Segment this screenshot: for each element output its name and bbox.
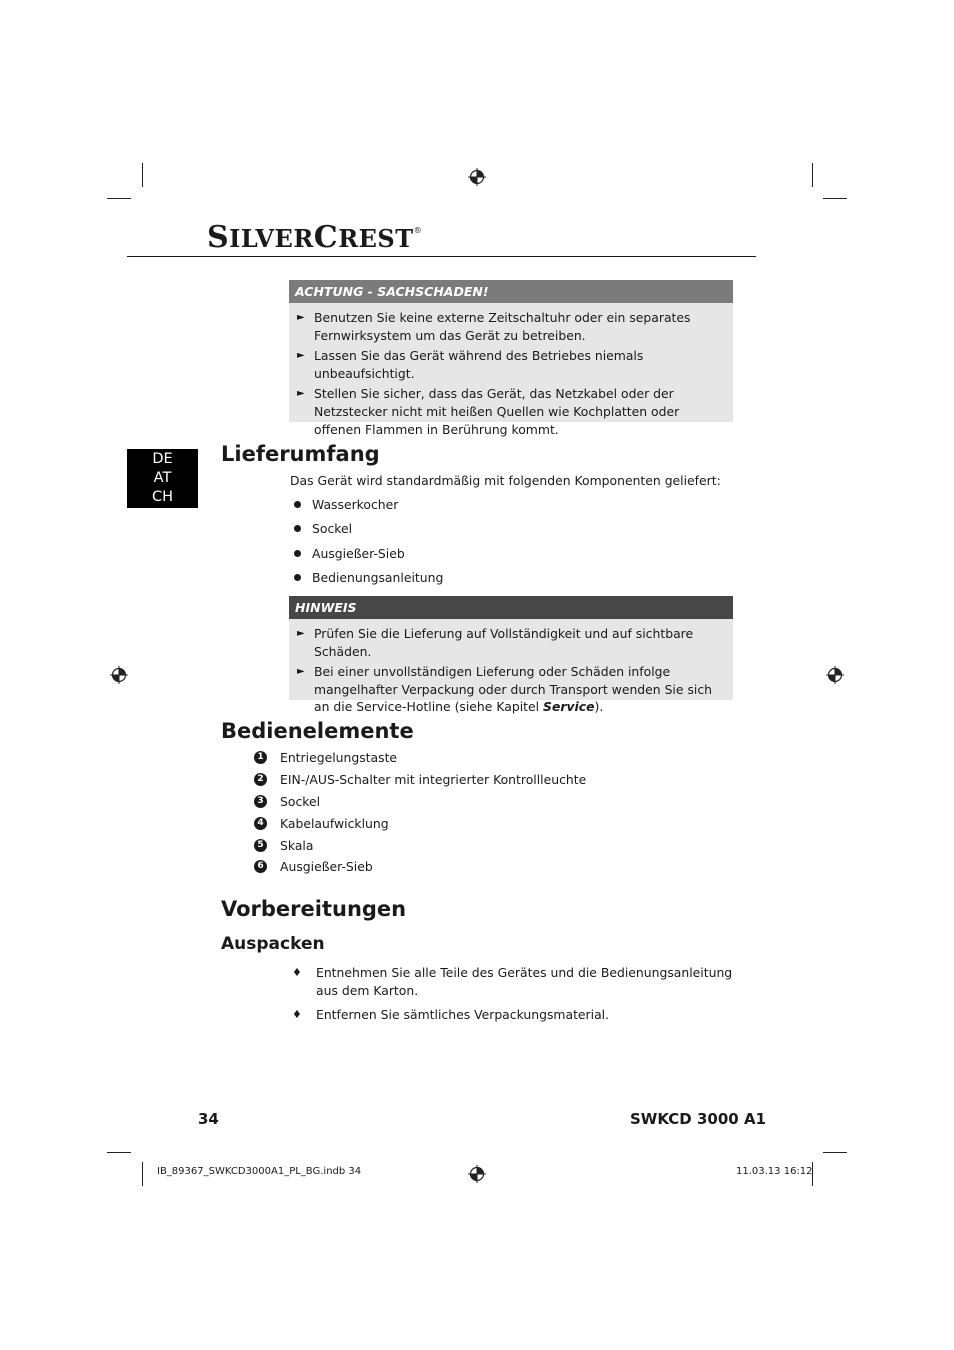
- heading-auspacken: Auspacken: [221, 934, 325, 954]
- crop-mark: [823, 1152, 847, 1153]
- silvercrest-logo: SILVERCREST®: [207, 220, 423, 255]
- registration-mark-icon: [468, 1165, 486, 1183]
- caution-item: ► Lassen Sie das Gerät während des Betriebes niemals unbeaufsichtigt.: [297, 348, 644, 381]
- list-item: 3 Sockel: [254, 794, 586, 816]
- bullet-dot-icon: [294, 550, 301, 557]
- crop-mark: [142, 1162, 143, 1186]
- arrow-bullet-icon: ►: [297, 388, 305, 400]
- print-slug-file: IB_89367_SWKCD3000A1_PL_BG.indb 34: [157, 1166, 362, 1177]
- hinweis-list: [289, 619, 733, 725]
- arrow-bullet-icon: ►: [297, 350, 305, 362]
- registration-mark-icon: [826, 666, 844, 684]
- model-name: SWKCD 3000 A1: [630, 1110, 766, 1128]
- registration-mark-icon: [468, 168, 486, 186]
- list-item: 2 EIN-/AUS-Schalter mit integrierter Kontrollleuchte: [254, 772, 586, 794]
- list-item: ♦ Entnehmen Sie alle Teile des Gerätes und die Bedienungsanleitung aus dem Karton.: [292, 965, 733, 998]
- crop-mark: [812, 163, 813, 187]
- hinweis-item: ► Bei einer unvollständigen Lieferung oder Schäden infolge mangelhafter Verpackung oder durch Transport wenden Sie sich an die Service-Hotline (siehe Kapitel Service).: [297, 664, 713, 715]
- print-slug-date: 11.03.13 16:12: [736, 1166, 813, 1177]
- caution-box: [289, 280, 733, 437]
- crop-mark: [142, 163, 143, 187]
- heading-lieferumfang: Lieferumfang: [221, 442, 380, 466]
- list-item: Wasserkocher: [293, 497, 443, 521]
- page-number: 34: [198, 1110, 219, 1128]
- number-badge: 1: [254, 751, 267, 764]
- language-tab: DE AT CH: [127, 449, 198, 508]
- hinweis-box-title: HINWEIS: [289, 596, 733, 619]
- bullet-dot-icon: [294, 574, 301, 581]
- list-item: Ausgießer-Sieb: [293, 546, 443, 570]
- list-item: Bedienungsanleitung: [293, 570, 443, 594]
- caution-item: ► Stellen Sie sicher, dass das Gerät, das Netzkabel oder der Netzstecker nicht mit heißen Quellen wie Kochplatten oder offenen Flammen in Berührung kommt.: [297, 386, 680, 437]
- registration-mark-icon: [110, 666, 128, 684]
- header-rule: [127, 256, 756, 257]
- bullet-dot-icon: [294, 501, 301, 508]
- caution-box-title: ACHTUNG - SACHSCHADEN!: [289, 280, 733, 303]
- caution-list: [289, 303, 733, 447]
- number-badge: 2: [254, 773, 267, 786]
- diamond-bullet-icon: ♦: [292, 1008, 302, 1021]
- arrow-bullet-icon: ►: [297, 312, 305, 323]
- crop-mark: [823, 198, 847, 199]
- crop-mark: [107, 1152, 131, 1153]
- list-item: ♦ Entfernen Sie sämtliches Verpackungsmaterial.: [292, 1007, 610, 1022]
- heading-bedienelemente: Bedienelemente: [221, 719, 414, 743]
- list-item: 6 Ausgießer-Sieb: [254, 859, 586, 881]
- arrow-bullet-icon: ►: [297, 666, 305, 678]
- list-item: 4 Kabelaufwicklung: [254, 816, 586, 838]
- list-item: 1 Entriegelungstaste: [254, 750, 586, 772]
- arrow-bullet-icon: ►: [297, 628, 305, 639]
- number-badge: 4: [254, 817, 267, 830]
- number-badge: 6: [254, 860, 267, 873]
- number-badge: 5: [254, 839, 267, 852]
- bullet-dot-icon: [294, 525, 301, 532]
- heading-vorbereitungen: Vorbereitungen: [221, 897, 407, 921]
- list-item: 5 Skala: [254, 838, 586, 860]
- hinweis-box: [289, 596, 733, 715]
- diamond-bullet-icon: ♦: [292, 966, 302, 979]
- lieferumfang-intro: Das Gerät wird standardmäßig mit folgenden Komponenten geliefert:: [290, 473, 721, 488]
- hinweis-item: ► Prüfen Sie die Lieferung auf Vollständigkeit und auf sichtbare Schäden.: [297, 626, 694, 659]
- list-item: Sockel: [293, 521, 443, 545]
- auspacken-list: [291, 964, 736, 1030]
- caution-item: ► Benutzen Sie keine externe Zeitschaltuhr oder ein separates Fernwirksystem um das Gerät zu betreiben.: [297, 310, 691, 343]
- bedienelemente-list: [254, 750, 586, 881]
- lieferumfang-list: [293, 497, 443, 595]
- number-badge: 3: [254, 795, 267, 808]
- crop-mark: [107, 198, 131, 199]
